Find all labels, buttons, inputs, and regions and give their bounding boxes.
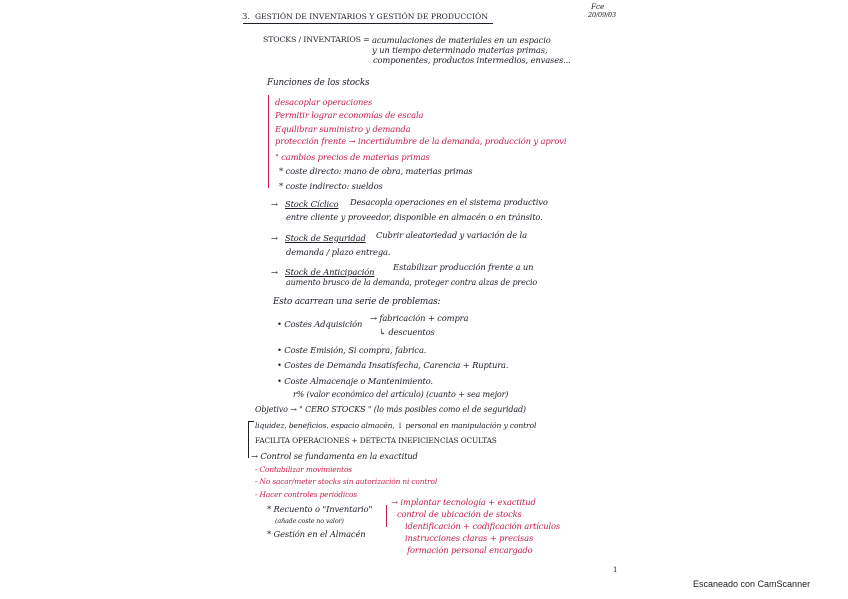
control-action: - Contabilizar movimientos — [255, 465, 352, 474]
implementation-item: formación personal encargado — [407, 545, 533, 555]
stock-type-desc: Estabilizar producción frente a un — [393, 262, 534, 272]
definition-line-1: acumulaciones de materiales en un espacio — [372, 35, 551, 45]
implementation-item: instrucciones claras + precisas — [405, 533, 534, 543]
control-action: - Hacer controles periódicos — [255, 490, 358, 499]
recuento-item: * Recuento o "Inventario" — [267, 504, 373, 514]
page-mark: 1 — [613, 566, 618, 574]
header-tag: Fce — [591, 2, 605, 11]
stock-type-desc: Desacopla operaciones en el sistema productivo — [350, 197, 548, 207]
stock-type-name: Stock Cíclico — [285, 199, 339, 209]
objetivo-line: Objetivo → " CERO STOCKS " (lo más posibles como el de seguridad) — [255, 405, 526, 414]
recuento-bracket — [386, 505, 387, 527]
funciones-heading: Funciones de los stocks — [267, 78, 370, 88]
funcion-item: desacoplar operaciones — [275, 97, 373, 107]
stock-type-desc: Cubrir aleatoriedad y variación de la — [376, 230, 527, 240]
stock-type-desc: demanda / plazo entrega. — [286, 247, 391, 257]
cost-item: * coste directo: mano de obra, materias primas — [279, 166, 473, 176]
almacen-item: * Gestión en el Almacén — [267, 529, 366, 539]
definition-line-3: componentes, productos intermedios, envases... — [373, 55, 571, 65]
objetivo-bracket — [248, 421, 249, 458]
adquisicion-note: ↳ descuentos — [379, 327, 435, 337]
problema-item: • Costes Adquisición — [277, 319, 363, 329]
header-date: 20/09/03 — [588, 11, 616, 19]
problemas-heading: Esto acarrean una serie de problemas: — [273, 297, 441, 307]
stock-type-arrow: → — [271, 267, 278, 277]
funcion-item: protección frente → incertidumbre de la demanda, producción y aprovi — [275, 136, 567, 146]
stock-type-arrow: → — [271, 233, 278, 243]
problema-item: • Coste Emisión, Si compra, fabrica. — [277, 345, 427, 355]
stock-type-name: Stock de Anticipación — [285, 267, 375, 277]
scanner-watermark: Escaneado con CamScanner — [693, 579, 811, 589]
funcion-item: " cambios precios de materias primas — [275, 152, 430, 162]
objetivo-line: liquidez, beneficios, espacio almacén, ↓ personal en manipulación y control — [255, 421, 537, 430]
recuento-note: (añade coste no valor) — [275, 517, 344, 525]
control-line: → Control se fundamenta en la exactitud — [251, 451, 418, 461]
adquisicion-note: → fabricación + compra — [370, 313, 469, 323]
funcion-item: Permitir lograr economías de escala — [275, 110, 424, 120]
objetivo-bracket-top — [248, 421, 254, 422]
implementation-item: control de ubicación de stocks — [397, 509, 522, 519]
stock-type-arrow: → — [271, 199, 278, 209]
problema-item: • Coste Almacenaje o Mantenimiento. — [277, 376, 433, 386]
objetivo-line: FACILITA OPERACIONES + DETECTA INEFICIENCIAS OCULTAS — [255, 436, 497, 445]
implementation-item: identificación + codificación artículos — [405, 521, 561, 531]
funcion-item: Equilibrar suministro y demanda — [275, 124, 411, 134]
section-number: 3. — [242, 12, 250, 22]
scanned-notes-page — [235, 0, 620, 575]
funciones-bracket — [268, 95, 269, 188]
stock-type-name: Stock de Seguridad — [285, 233, 366, 243]
control-action: - No sacar/meter stocks sin autorización ni control — [255, 477, 438, 486]
section-title: GESTIÓN DE INVENTARIOS Y GESTIÓN DE PRODUCCIÓN — [255, 12, 488, 21]
definition-term: STOCKS / INVENTARIOS = — [263, 35, 370, 44]
cost-item: * coste indirecto: sueldos — [279, 181, 383, 191]
implementation-item: → implantar tecnología + exactitud — [391, 497, 536, 507]
definition-line-2: y un tiempo determinado materias primas, — [372, 45, 548, 55]
stock-type-desc: aumento brusco de la demanda, proteger contra alzas de precio — [286, 278, 538, 287]
stock-type-desc: entre cliente y proveedor, disponible en almacén o en tránsito. — [286, 212, 543, 222]
problema-item: • Costes de Demanda Insatisfecha, Carencia + Ruptura. — [277, 360, 509, 370]
title-underline — [243, 23, 493, 24]
mantenimiento-note: r% (valor económico del artículo) (cuanto + sea mejor) — [293, 390, 509, 399]
